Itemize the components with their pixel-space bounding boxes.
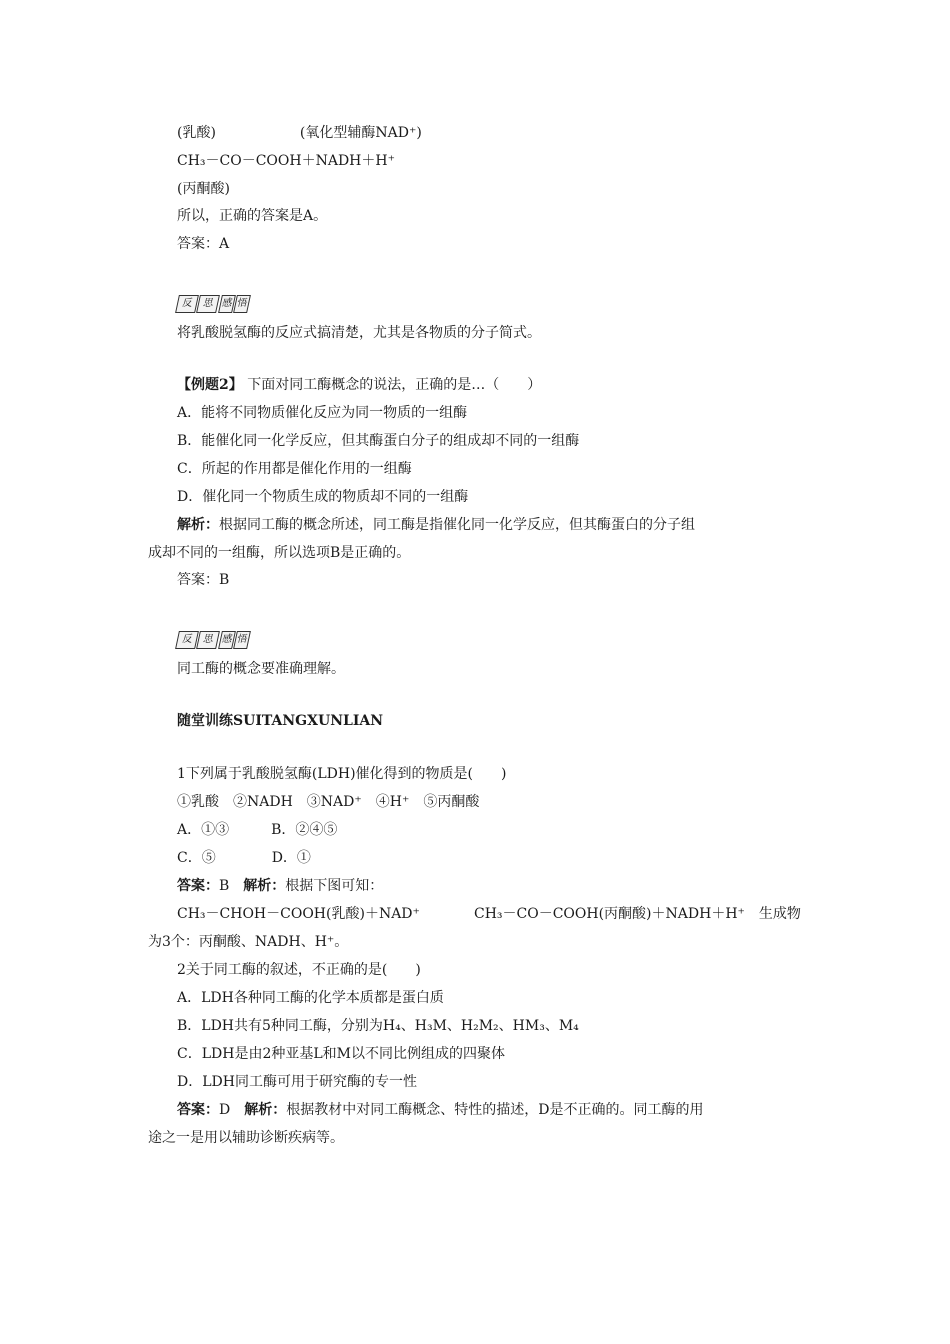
section-title: 随堂训练SUITANGXUNLIAN [177, 713, 384, 729]
option-c: C．所起的作用都是催化作用的一组酶 [177, 461, 412, 477]
equation-continuation: 为3个：丙酮酸、NADH、H⁺。 [148, 934, 349, 950]
equation-left: CH₃－CHOH－COOH(乳酸)＋NAD⁺ [177, 906, 420, 922]
example-question: 【例题2】 下面对同工酶概念的说法，正确的是…（ ） [177, 377, 542, 393]
option-a: A．LDH各种同工酶的化学本质都是蛋白质 [177, 990, 444, 1006]
text-line: 所以，正确的答案是A。 [177, 208, 328, 224]
question-1-items: ①乳酸 ②NADH ③NAD⁺ ④H⁺ ⑤丙酮酸 [177, 794, 480, 810]
question-1-options-cd: C．⑤ D．① [177, 850, 311, 866]
option-a: A．能将不同物质催化反应为同一物质的一组酶 [177, 405, 468, 421]
analysis-line: 解析：根据同工酶的概念所述，同工酶是指催化同一化学反应，但其酶蛋白的分子组 [177, 517, 695, 533]
option-d: D．LDH同工酶可用于研究酶的专一性 [177, 1074, 417, 1090]
question-2-answer: 答案：D 解析：根据教材中对同工酶概念、特性的描述，D是不正确的。同工酶的用 [177, 1102, 704, 1118]
text-line: (乳酸) (氧化型辅酶NAD⁺) [177, 125, 422, 141]
reflection-badge-icon: 反 思 感 悟 [177, 630, 249, 650]
option-d: D．催化同一个物质生成的物质却不同的一组酶 [177, 489, 469, 505]
equation-line: CH₃－CO－COOH＋NADH＋H⁺ [177, 153, 395, 169]
option-b: B．LDH共有5种同工酶，分别为H₄、H₃M、H₂M₂、HM₃、M₄ [177, 1018, 579, 1034]
text-line: (丙酮酸) [177, 181, 230, 197]
reflection-text: 将乳酸脱氢酶的反应式搞清楚，尤其是各物质的分子简式。 [177, 325, 541, 341]
question-1-answer: 答案：B 解析：根据下图可知： [177, 878, 384, 894]
question-1-options-ab: A．①③ B．②④⑤ [177, 822, 338, 838]
answer-line: 答案：B [177, 572, 230, 588]
example-tag: 【例题2】 [177, 377, 243, 393]
question-1-stem: 1下列属于乳酸脱氢酶(LDH)催化得到的物质是( ) [177, 766, 507, 782]
option-b: B．能催化同一化学反应，但其酶蛋白分子的组成却不同的一组酶 [177, 433, 580, 449]
analysis-line-cont: 成却不同的一组酶，所以选项B是正确的。 [148, 545, 411, 561]
option-c: C．LDH是由2种亚基L和M以不同比例组成的四聚体 [177, 1046, 505, 1062]
equation-right: CH₃－CO－COOH(丙酮酸)＋NADH＋H⁺ 生成物 [474, 906, 801, 922]
question-2-stem: 2关于同工酶的叙述，不正确的是( ) [177, 962, 421, 978]
reflection-text: 同工酶的概念要准确理解。 [177, 661, 345, 677]
answer-line: 答案：A [177, 236, 230, 252]
analysis-line-cont: 途之一是用以辅助诊断疾病等。 [148, 1130, 344, 1146]
reflection-badge-icon: 反 思 感 悟 [177, 294, 249, 314]
